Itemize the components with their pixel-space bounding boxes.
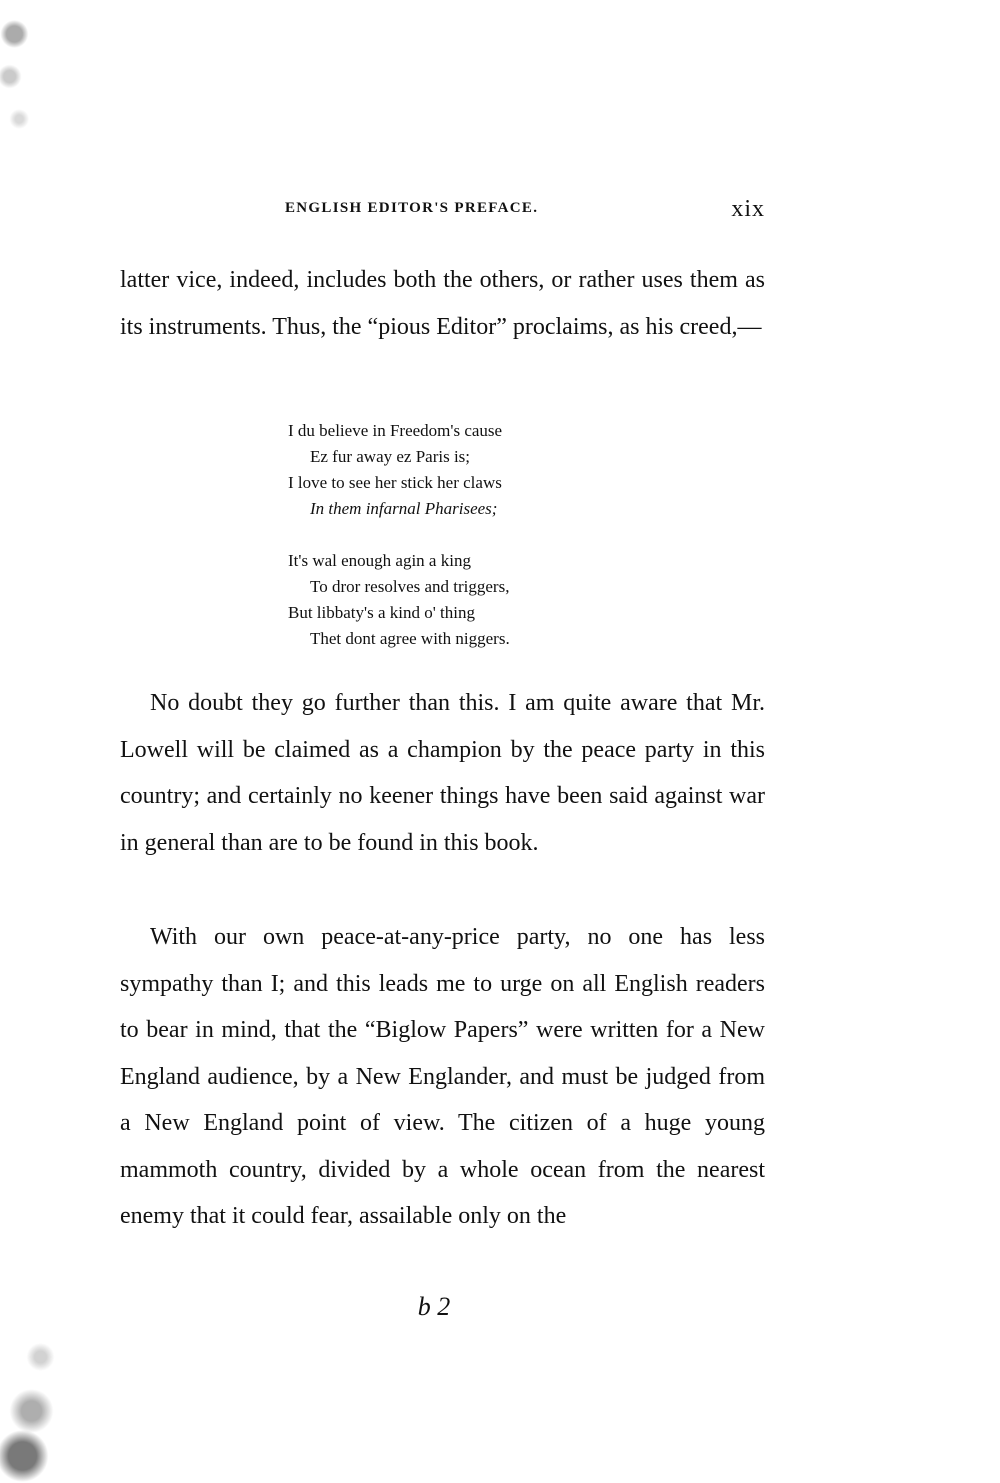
- scan-speckle-bottom: [0, 1303, 90, 1483]
- signature-mark: b 2: [417, 1292, 451, 1321]
- paragraph-3: With our own peace-at-any-price party, no one has less sympathy than I; and this leads me to urge on all English readers to bear in mind, that the “Biglow Papers” were written for a New England audience, by a New Englander, and must be judged from a New England point of view. The citizen of a huge young mammoth country, divided by a whole ocean from the nearest enemy that it could fear, assailable only on the: [120, 924, 765, 1229]
- verse-line: Thet dont agree with niggers.: [310, 629, 510, 648]
- verse-stanza-2: [288, 548, 608, 652]
- paragraph-2: No doubt they go further than this. I am quite aware that Mr. Lowell will be claimed as a champion by the peace party in this country; and certainly no keener things have been said against war in general than are to be found in this book.: [120, 690, 765, 856]
- verse-block: [288, 418, 608, 652]
- verse-line: In them infarnal Pharisees;: [310, 499, 498, 518]
- verse-line: To dror resolves and triggers,: [310, 577, 510, 596]
- running-head: [120, 196, 765, 226]
- verse-line: It's wal enough agin a king: [288, 551, 471, 570]
- paragraph-1: latter vice, indeed, includes both the others, or rather uses them as its instruments. Thus, the “pious Editor” proclaims, as his creed,—: [120, 267, 765, 340]
- scan-speckle-top: [0, 0, 48, 170]
- verse-line: Ez fur away ez Paris is;: [310, 447, 471, 466]
- verse-line: But libbaty's a kind o' thing: [288, 603, 475, 622]
- page-number: xix: [731, 196, 765, 222]
- verse-stanza-1: [288, 418, 608, 522]
- running-title: ENGLISH EDITOR'S PREFACE.: [285, 200, 539, 216]
- verse-line: I love to see her stick her claws: [288, 473, 502, 492]
- verse-line: I du believe in Freedom's cause: [288, 421, 503, 440]
